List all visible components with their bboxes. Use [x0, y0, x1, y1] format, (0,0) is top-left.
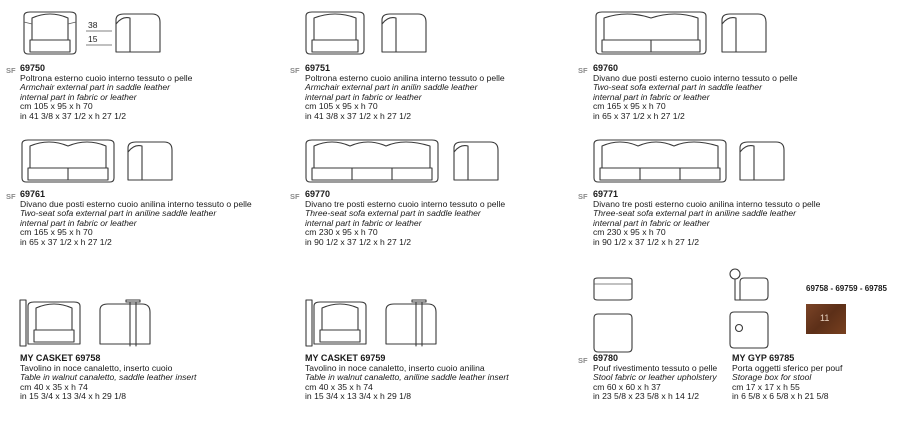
armchair-side-drawing-2	[378, 10, 430, 56]
product-69761	[20, 190, 290, 248]
desc-english-1: Table in walnut canaletto, aniline saddle leather insert	[305, 372, 509, 383]
desc-italian: Tavolino in noce canaletto, inserto cuoio anilina	[305, 362, 485, 373]
dimensions-cm: cm 105 x 95 x h 70	[305, 101, 378, 112]
pouf-front-drawing	[590, 276, 636, 302]
desc-italian: Porta oggetti sferico per pouf	[732, 362, 843, 373]
product-code: 69771	[593, 189, 619, 199]
sf-prefix: SF	[6, 66, 16, 75]
product-69751	[305, 64, 575, 122]
desc-english-1: Table in walnut canaletto, saddle leather insert	[20, 372, 197, 383]
three-seat-sofa-front-drawing	[302, 138, 442, 184]
desc-italian: Poltrona esterno cuoio interno tessuto o pelle	[20, 72, 193, 83]
gyp-front-drawing	[726, 266, 772, 306]
product-69760	[593, 64, 863, 122]
casket-armchair-side-drawing	[96, 298, 156, 350]
sf-prefix: SF	[578, 192, 588, 201]
product-code: MY CASKET 69758	[20, 353, 101, 363]
product-69771	[593, 190, 863, 248]
desc-italian: Divano due posti esterno cuoio anilina interno tessuto o pelle	[20, 198, 252, 209]
sf-prefix: SF	[290, 66, 300, 75]
sf-prefix: SF	[6, 192, 16, 201]
sf-prefix: SF	[578, 356, 588, 365]
desc-italian: Pouf rivestimento tessuto o pelle	[593, 362, 718, 373]
desc-italian: Divano due posti esterno cuoio interno tessuto o pelle	[593, 72, 798, 83]
desc-english-2: internal part in fabric or leather	[593, 91, 710, 102]
product-code: MY GYP 69785	[732, 353, 795, 363]
dimensions-in: in 90 1/2 x 37 1/2 x h 27 1/2	[593, 236, 700, 247]
dimension-38: 38	[88, 20, 98, 30]
casket-armchair-front-drawing-2	[304, 298, 370, 350]
armchair-front-drawing-2	[300, 10, 370, 56]
desc-italian: Divano tre posti esterno cuoio anilina interno tessuto o pelle	[593, 198, 821, 209]
two-seat-sofa-side-drawing-2	[124, 138, 176, 184]
dimensions-cm: cm 17 x 17 x h 55	[732, 381, 800, 392]
desc-english-1: Three-seat sofa external part in saddle leather	[305, 208, 481, 219]
product-69770	[305, 190, 575, 248]
armchair-side-drawing	[112, 10, 164, 56]
sf-prefix: SF	[290, 192, 300, 201]
desc-english-1: Two-seat sofa external part in aniline saddle leather	[20, 208, 217, 219]
sf-prefix: SF	[578, 66, 588, 75]
desc-english-2: internal part in fabric or leather	[20, 217, 137, 228]
casket-armchair-front-drawing	[18, 298, 84, 350]
dimensions-in: in 23 5/8 x 23 5/8 x h 14 1/2	[593, 391, 700, 402]
product-code: 69770	[305, 189, 331, 199]
product-code: 69751	[305, 63, 331, 73]
three-seat-sofa-side-drawing-2	[736, 138, 788, 184]
desc-english-2: internal part in fabric or leather	[20, 91, 137, 102]
desc-english-2: internal part in fabric or leather	[593, 217, 710, 228]
casket-armchair-side-drawing-2	[382, 298, 442, 350]
three-seat-sofa-front-drawing-2	[590, 138, 730, 184]
desc-english-1: Two-seat sofa external part in saddle leather	[593, 82, 762, 93]
desc-english-1: Stool fabric or leather upholstery	[593, 372, 717, 383]
desc-english-2: internal part in fabric or leather	[305, 217, 422, 228]
two-seat-sofa-side-drawing	[718, 10, 770, 56]
gyp-top-drawing	[728, 310, 772, 350]
dimensions-cm: cm 60 x 60 x h 37	[593, 381, 661, 392]
dimensions-in: in 65 x 37 1/2 x h 27 1/2	[20, 236, 112, 247]
dimensions-cm: cm 230 x 95 x h 70	[593, 227, 666, 238]
product-code: 69760	[593, 63, 619, 73]
dimensions-in: in 15 3/4 x 13 3/4 x h 29 1/8	[305, 391, 412, 402]
dimensions-cm: cm 105 x 95 x h 70	[20, 101, 93, 112]
two-seat-sofa-front-drawing-2	[18, 138, 118, 184]
dimensions-cm: cm 165 x 95 x h 70	[593, 101, 666, 112]
desc-italian: Divano tre posti esterno cuoio interno tessuto o pelle	[305, 198, 506, 209]
three-seat-sofa-side-drawing	[450, 138, 502, 184]
dimensions-cm: cm 40 x 35 x h 74	[305, 381, 373, 392]
product-code: 69750	[20, 63, 46, 73]
desc-english-1: Storage box for stool	[732, 372, 812, 383]
dimensions-in: in 65 x 37 1/2 x h 27 1/2	[593, 110, 685, 121]
product-my-casket-69758	[20, 354, 290, 402]
dimension-lines	[84, 18, 114, 48]
dimensions-in: in 15 3/4 x 13 3/4 x h 29 1/8	[20, 391, 127, 402]
desc-italian: Poltrona esterno cuoio anilina interno tessuto o pelle	[305, 72, 505, 83]
armchair-front-drawing	[20, 10, 80, 56]
dimension-15: 15	[88, 34, 98, 44]
desc-english-1: Armchair external part in saddle leather	[20, 82, 170, 93]
dimensions-in: in 41 3/8 x 37 1/2 x h 27 1/2	[305, 110, 412, 121]
dimensions-cm: cm 40 x 35 x h 74	[20, 381, 88, 392]
dimensions-cm: cm 230 x 95 x h 70	[305, 227, 378, 238]
swatch-number: 11	[820, 313, 830, 323]
product-my-casket-69759	[305, 354, 575, 402]
desc-english-1: Three-seat sofa external part in aniline saddle leather	[593, 208, 797, 219]
swatch-codes: 69758 - 69759 - 69785	[806, 284, 887, 293]
two-seat-sofa-front-drawing	[592, 10, 710, 56]
product-code: MY CASKET 69759	[305, 353, 386, 363]
dimensions-in: in 90 1/2 x 37 1/2 x h 27 1/2	[305, 236, 412, 247]
leather-swatch	[806, 304, 846, 334]
dimensions-cm: cm 165 x 95 x h 70	[20, 227, 93, 238]
product-69750	[20, 64, 290, 122]
dimensions-in: in 6 5/8 x 6 5/8 x h 21 5/8	[732, 391, 829, 402]
product-69780	[593, 354, 728, 402]
product-code: 69761	[20, 189, 46, 199]
desc-english-2: internal part in fabric or leather	[305, 91, 422, 102]
desc-english-1: Armchair external part in anilin saddle leather	[305, 82, 478, 93]
product-my-gyp-69785	[732, 354, 882, 402]
desc-italian: Tavolino in noce canaletto, inserto cuoio	[20, 362, 173, 373]
product-code: 69780	[593, 353, 619, 363]
pouf-top-drawing	[592, 312, 636, 354]
dimensions-in: in 41 3/8 x 37 1/2 x h 27 1/2	[20, 110, 127, 121]
